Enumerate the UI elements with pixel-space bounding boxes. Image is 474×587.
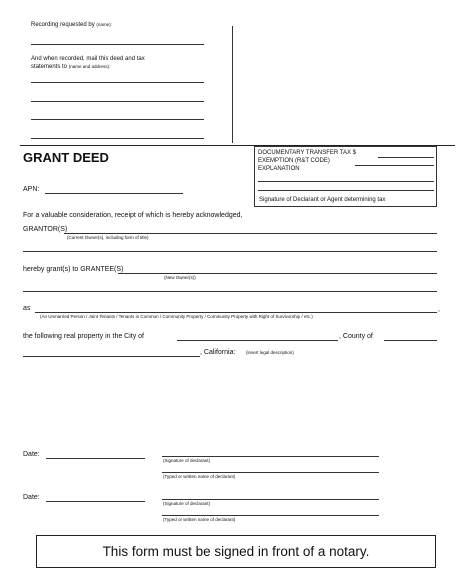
signature-line-2[interactable]	[162, 499, 379, 500]
state-line[interactable]	[23, 356, 200, 357]
consideration-text: For a valuable consideration, receipt of which is hereby acknowledged,	[23, 212, 243, 219]
grantor-line[interactable]	[64, 233, 437, 234]
grantee-label: hereby grant(s) to GRANTEE(S)	[23, 266, 124, 273]
mail-to-line2	[31, 64, 110, 70]
name-hint-2: (Typed or written name of declarant)	[163, 517, 236, 522]
recording-requested-hint: (name):	[96, 22, 112, 27]
date-line-2[interactable]	[46, 501, 145, 502]
as-label: as	[23, 305, 31, 312]
grantor-hint: (Current Owner(s), including form of title)	[67, 235, 149, 240]
vesting-hint: (An Unmarried Person / Joint Tenants / Tenants in Common / Community Property / Community Property with Right of Survivorship / etc.)	[40, 314, 313, 319]
exemption-line[interactable]	[355, 165, 434, 166]
signature-hint-1: (Signature of declarant)	[163, 458, 211, 463]
vesting-line[interactable]	[35, 312, 437, 313]
explanation-line-1[interactable]	[258, 181, 434, 182]
recording-requested-label	[31, 22, 112, 28]
grantee-hint: (New Owner(s))	[164, 275, 196, 280]
grantor-label: GRANTOR(S)	[23, 226, 68, 233]
exemption-label: EXEMPTION (R&T CODE)	[258, 158, 330, 164]
tax-signature-caption: Signature of Declarant or Agent determining tax	[259, 197, 386, 203]
mail-to-text: statements to	[31, 64, 68, 70]
county-line[interactable]	[384, 340, 437, 341]
page-title: GRANT DEED	[23, 150, 109, 165]
mail-to-hint: (name and address):	[68, 64, 111, 69]
mail-to-line1: And when recorded, mail this deed and tax	[31, 56, 145, 62]
city-line[interactable]	[177, 340, 338, 341]
mail-address-line-4[interactable]	[31, 138, 204, 139]
legal-description-hint: (insert legal description)	[246, 350, 294, 355]
recording-area-divider	[232, 26, 233, 143]
signature-hint-2: (Signature of declarant)	[163, 501, 211, 506]
grantor-line-2[interactable]	[23, 251, 437, 252]
name-hint-1: (Typed or written name of declarant)	[163, 474, 236, 479]
mail-address-line-3[interactable]	[31, 119, 204, 120]
name-line-1[interactable]	[162, 472, 379, 473]
grantee-line[interactable]	[118, 273, 437, 274]
notary-notice-box	[36, 535, 436, 568]
transfer-tax-amount-line[interactable]	[378, 157, 434, 158]
explanation-label: EXPLANATION	[258, 166, 300, 172]
vesting-comma: ,	[438, 306, 440, 313]
mail-address-line-1[interactable]	[31, 82, 204, 83]
date-label-2: Date:	[23, 494, 40, 501]
grantee-line-2[interactable]	[23, 291, 437, 292]
mail-address-line-2[interactable]	[31, 101, 204, 102]
signature-line-1[interactable]	[162, 456, 379, 457]
requested-by-line[interactable]	[31, 44, 204, 45]
explanation-line-2[interactable]	[258, 190, 434, 191]
california-label: , California:	[200, 349, 236, 356]
date-line-1[interactable]	[46, 458, 145, 459]
county-label: , County of	[339, 333, 373, 340]
property-text: the following real property in the City of	[23, 333, 145, 340]
name-line-2[interactable]	[162, 515, 379, 516]
transfer-tax-label: DOCUMENTARY TRANSFER TAX $	[258, 150, 357, 156]
apn-line[interactable]	[45, 193, 183, 194]
recording-requested-text: Recording requested by	[31, 22, 95, 28]
apn-label: APN:	[23, 186, 40, 193]
notary-notice-text: This form must be signed in front of a notary.	[102, 544, 370, 559]
date-label-1: Date:	[23, 451, 40, 458]
